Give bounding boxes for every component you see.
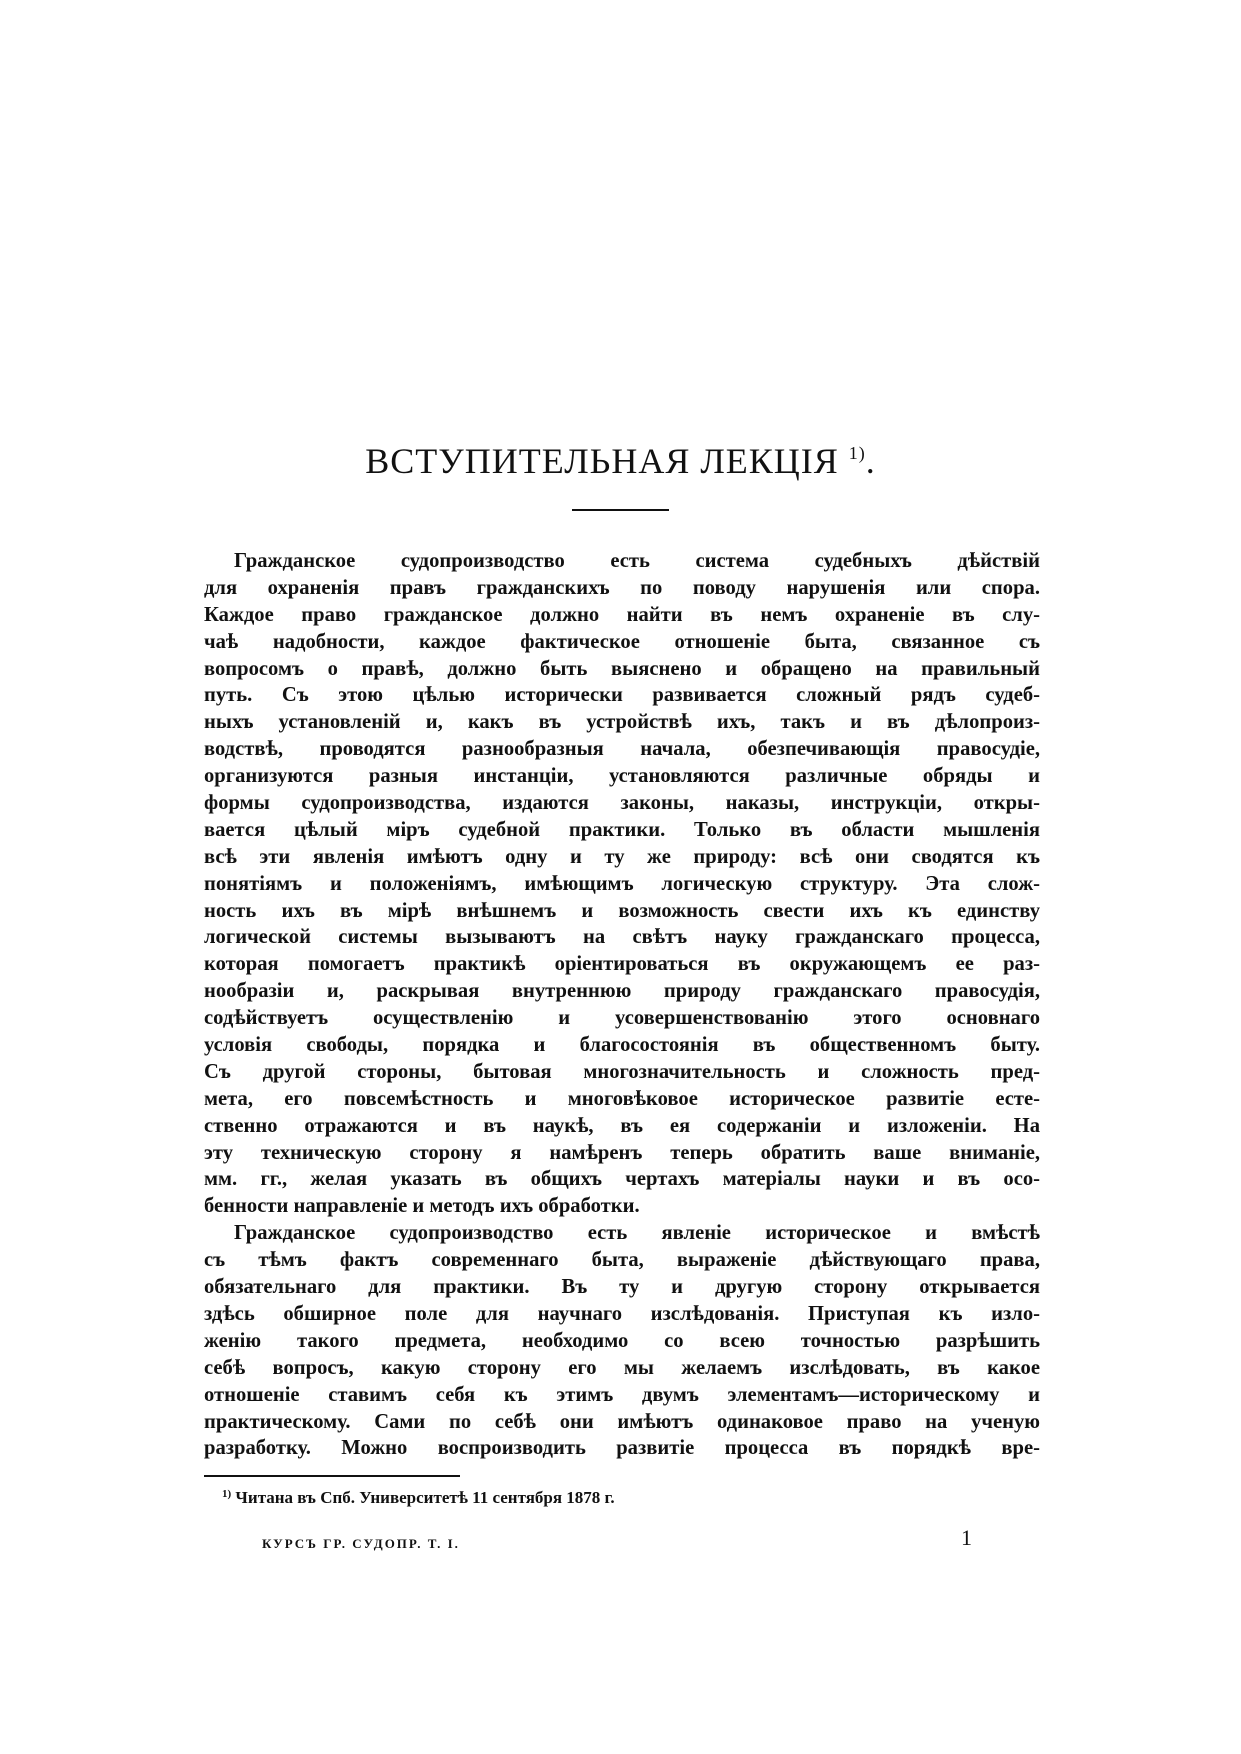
text-line: формы судопроизводства, издаются законы, наказы, инструкціи, откры- [204, 792, 1040, 815]
text-line: Каждое право гражданское должно найти въ немъ охраненіе въ слу- [204, 603, 1040, 626]
text-line: здѣсь обширное поле для научнаго изслѣдованія. Приступая къ изло- [204, 1302, 1040, 1325]
text-line: понятіямъ и положеніямъ, имѣющимъ логическую структуру. Эта слож- [204, 872, 1040, 895]
text-line: бенности направленіе и методъ ихъ обработки. [204, 1195, 640, 1218]
text-line: женію такого предмета, необходимо со всею точностью разрѣшить [204, 1329, 1040, 1352]
text-line: ныхъ установленій и, какъ въ устройствѣ ихъ, такъ и въ дѣлопроиз- [204, 711, 1040, 734]
text-line: которая помогаетъ практикѣ оріентироваться въ окружающемъ ее раз- [204, 953, 1040, 976]
title-text: ВСТУПИТЕЛЬНАЯ ЛЕКЦIЯ [365, 441, 839, 481]
body-text [204, 548, 1040, 1462]
text-line: эту техническую сторону я намѣренъ теперь обратить ваше вниманіе, [204, 1141, 1040, 1164]
footnote [222, 1488, 615, 1508]
footnote-text: Читана въ Спб. Университетѣ 11 сентября 1878 г. [235, 1488, 615, 1507]
text-line: Съ другой стороны, бытовая многозначительность и сложность пред- [204, 1060, 1040, 1083]
text-line: всѣ эти явленія имѣютъ одну и ту же природу: всѣ они сводятся къ [204, 845, 1040, 868]
footnote-marker: 1) [222, 1488, 232, 1500]
text-line: разработку. Можно воспроизводить развитіе процесса въ порядкѣ вре- [204, 1437, 1040, 1460]
text-line: логической системы вызываютъ на свѣтъ науку гражданскаго процесса, [204, 926, 1040, 949]
text-line: Гражданское судопроизводство есть система судебныхъ дѣйствій [234, 550, 1040, 572]
text-line: путь. Съ этою цѣлью исторически развивается сложный рядъ судеб- [204, 684, 1040, 707]
text-line: для охраненія правъ гражданскихъ по поводу нарушенія или спора. [204, 576, 1040, 599]
text-line: ственно отражаются и въ наукѣ, въ ея содержаніи и изложеніи. На [204, 1114, 1040, 1137]
text-line: нообразіи и, раскрывая внутреннюю природу гражданскаго правосудія, [204, 980, 1040, 1003]
text-line: Гражданское судопроизводство есть явленіе историческое и вмѣстѣ [234, 1222, 1040, 1245]
text-line: чаѣ надобности, каждое фактическое отношеніе быта, связанное съ [204, 630, 1040, 653]
text-line: ность ихъ въ мірѣ внѣшнемъ и возможность свести ихъ къ единству [204, 899, 1040, 922]
text-line: мм. гг., желая указать въ общихъ чертахъ матеріалы науки и въ осо- [204, 1168, 1040, 1191]
footnote-divider [204, 1475, 460, 1477]
page-title [0, 440, 1241, 482]
text-line: съ тѣмъ фактъ современнаго быта, выраженіе дѣйствующаго права, [204, 1249, 1040, 1272]
text-line: себѣ вопросъ, какую сторону его мы желаемъ изслѣдовать, въ какое [204, 1356, 1040, 1379]
text-line: отношеніе ставимъ себя къ этимъ двумъ элементамъ—историческому и [204, 1383, 1040, 1406]
title-end: . [865, 441, 876, 481]
page-number: 1 [961, 1525, 972, 1550]
text-line: обязательнаго для практики. Въ ту и другую сторону открывается [204, 1276, 1040, 1299]
text-line: организуются разныя инстанціи, установляются различные обряды и [204, 765, 1040, 788]
text-line: вопросомъ о правѣ, должно быть выяснено и обращено на правильный [204, 657, 1040, 680]
text-line: мета, его повсемѣстность и многовѣковое историческое развитіе есте- [204, 1087, 1040, 1110]
text-line: содѣйствуетъ осуществленію и усовершенствованію этого основнаго [204, 1007, 1040, 1030]
text-line: условія свободы, порядка и благосостоянія въ общественномъ быту. [204, 1034, 1040, 1057]
title-divider [572, 509, 669, 511]
text-line: вается цѣлый міръ судебной практики. Только въ области мышленія [204, 818, 1040, 841]
signature-mark: КУРСЪ ГР. СУДОПР. Т. I. [262, 1536, 460, 1551]
title-footnote-ref: 1) [848, 443, 866, 463]
text-line: практическому. Сами по себѣ они имѣютъ одинаковое право на ученую [204, 1410, 1040, 1433]
text-line: водствѣ, проводятся разнообразныя начала, обезпечивающія правосудіе, [204, 738, 1040, 761]
